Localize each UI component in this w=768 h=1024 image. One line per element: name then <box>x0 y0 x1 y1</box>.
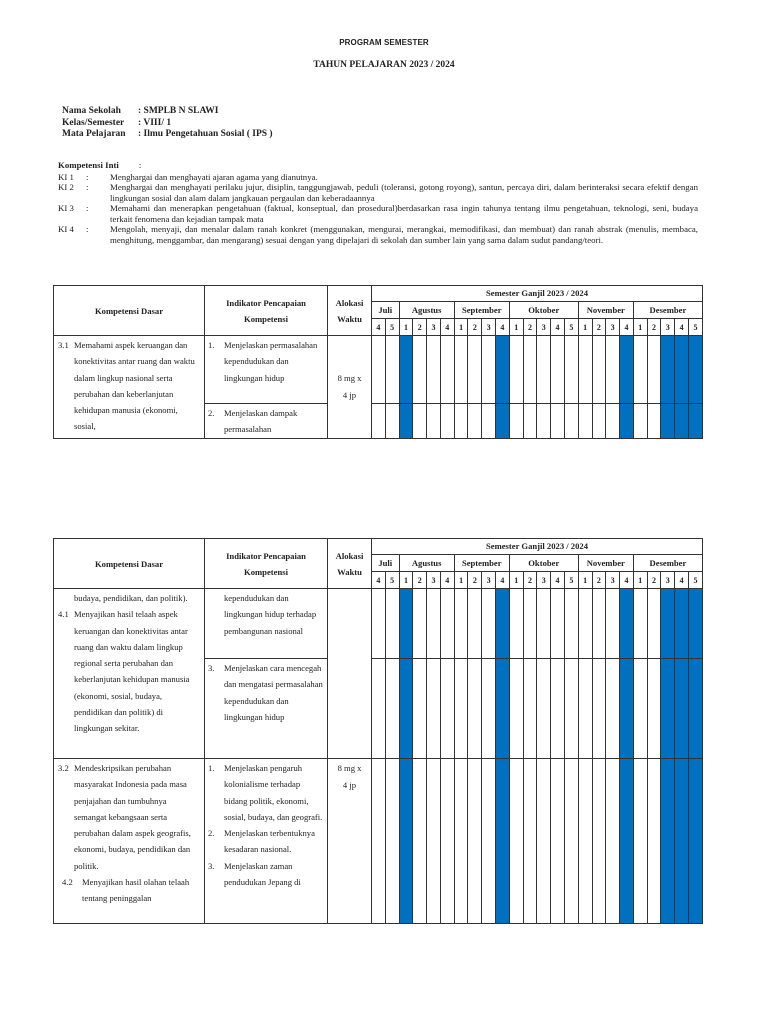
header-alokasi <box>328 286 372 336</box>
kd-continued-text: budaya, pendidikan, dan politik). <box>74 593 188 603</box>
week-header: 3 <box>537 572 551 589</box>
schedule-cell <box>537 404 551 439</box>
schedule-cell <box>413 759 427 924</box>
schedule-cell <box>440 336 454 404</box>
school-value: : SMPLB N SLAWI <box>138 106 219 116</box>
schedule-cell-active <box>399 659 413 759</box>
schedule-cell <box>454 336 468 404</box>
ki-text: Menghargai dan menghayati perilaku jujur, disiplin, tanggungjawab, peduli (toleransi, gotong royong), santun, percaya diri, dalam berinteraksi secara efektif dengan lingkungan sosial dan alam dalam jangkauan pergaulan dan keberadaannya <box>110 182 698 203</box>
schedule-cell <box>372 589 386 659</box>
schedule-cell <box>385 336 399 404</box>
table-row <box>54 336 703 404</box>
ki-item <box>58 224 698 245</box>
schedule-cell-active <box>620 336 634 404</box>
kd-number: 3.1 <box>58 340 69 350</box>
schedule-cell <box>468 404 482 439</box>
alokasi-cell <box>328 589 372 759</box>
schedule-cell <box>606 589 620 659</box>
schedule-cell <box>578 589 592 659</box>
schedule-cell-active <box>661 659 675 759</box>
schedule-cell-active <box>661 759 675 924</box>
schedule-cell <box>564 759 578 924</box>
subject-row <box>62 129 273 141</box>
schedule-cell <box>592 404 606 439</box>
schedule-cell <box>633 589 647 659</box>
week-header: 4 <box>620 572 634 589</box>
class-row <box>62 118 273 130</box>
document-title: PROGRAM SEMESTER <box>339 38 429 47</box>
alokasi-cell <box>328 759 372 924</box>
schedule-cell <box>633 336 647 404</box>
schedule-cell <box>468 659 482 759</box>
week-header: 2 <box>413 319 427 336</box>
month-header-september: September <box>454 302 509 319</box>
schedule-cell <box>413 404 427 439</box>
week-header: 1 <box>454 319 468 336</box>
kd-cell <box>54 589 205 759</box>
schedule-cell <box>647 659 661 759</box>
month-header-juli: Juli <box>372 302 400 319</box>
week-header: 5 <box>688 319 702 336</box>
schedule-cell-active <box>675 589 689 659</box>
ki-item <box>58 172 698 183</box>
schedule-cell <box>537 759 551 924</box>
schedule-cell <box>592 759 606 924</box>
schedule-cell <box>606 336 620 404</box>
week-header: 2 <box>647 572 661 589</box>
week-header: 2 <box>413 572 427 589</box>
week-header: 3 <box>606 319 620 336</box>
schedule-cell <box>440 659 454 759</box>
week-header: 3 <box>482 572 496 589</box>
ki-heading-text: Kompetensi Inti <box>58 160 119 170</box>
month-header-agustus: Agustus <box>399 302 454 319</box>
schedule-cell <box>606 759 620 924</box>
schedule-cell <box>427 336 441 404</box>
header-indikator <box>205 539 328 589</box>
schedule-cell-active <box>675 759 689 924</box>
schedule-cell-active <box>688 759 702 924</box>
week-header: 3 <box>537 319 551 336</box>
schedule-cell <box>578 404 592 439</box>
schedule-cell <box>509 336 523 404</box>
week-header: 5 <box>385 572 399 589</box>
schedule-cell <box>440 759 454 924</box>
week-header: 2 <box>523 572 537 589</box>
ipk-continued-text: kependudukan dan lingkungan hidup terhadap pembangunan nasional <box>224 593 317 636</box>
header-indikator-line1: Indikator Pencapaian <box>226 550 306 561</box>
week-header: 1 <box>454 572 468 589</box>
ki-item <box>58 182 698 203</box>
ki-sep: : <box>86 171 89 182</box>
kd-cell <box>54 759 205 924</box>
schedule-cell <box>564 404 578 439</box>
schedule-cell-active <box>688 404 702 439</box>
week-header: 4 <box>496 572 510 589</box>
schedule-cell <box>633 759 647 924</box>
schedule-cell <box>509 659 523 759</box>
week-header: 3 <box>661 572 675 589</box>
schedule-cell <box>578 336 592 404</box>
week-header: 2 <box>647 319 661 336</box>
schedule-cell <box>537 336 551 404</box>
week-header: 1 <box>509 319 523 336</box>
ipk-text: Menjelaskan dampak permasalahan <box>224 408 298 435</box>
header-alokasi <box>328 539 372 589</box>
schedule-cell <box>372 404 386 439</box>
ipk-number: 2. <box>208 828 215 839</box>
week-header: 4 <box>620 319 634 336</box>
week-header: 3 <box>427 319 441 336</box>
week-header: 5 <box>385 319 399 336</box>
kd-number: 4.2 <box>62 877 73 888</box>
header-kompetensi-dasar: Kompetensi Dasar <box>54 539 205 589</box>
week-header: 2 <box>468 572 482 589</box>
schedule-table-1 <box>53 285 703 439</box>
week-header: 4 <box>551 319 565 336</box>
week-header: 2 <box>592 319 606 336</box>
schedule-cell <box>468 759 482 924</box>
schedule-cell <box>551 759 565 924</box>
ki-code: KI 2 <box>58 182 74 192</box>
kd-text: Menyajikan hasil olahan telaah tentang peninggalan <box>82 877 190 904</box>
ki-heading <box>58 160 698 171</box>
schedule-cell <box>647 404 661 439</box>
schedule-table-2 <box>53 538 703 924</box>
schedule-cell-active <box>661 589 675 659</box>
ki-code: KI 1 <box>58 171 74 182</box>
ipk-number: 1. <box>208 763 215 773</box>
ki-item <box>58 203 698 224</box>
month-header-juli: Juli <box>372 555 400 572</box>
schedule-cell <box>427 759 441 924</box>
ki-code: KI 4 <box>58 224 74 234</box>
week-header: 2 <box>523 319 537 336</box>
schedule-cell <box>592 659 606 759</box>
week-header: 4 <box>372 319 386 336</box>
ipk-text: Menjelaskan cara mencegah dan mengatasi permasalahan kependudukan dan lingkungan hidup <box>224 663 323 722</box>
schedule-cell <box>523 589 537 659</box>
school-row <box>62 106 273 118</box>
ipk-cell <box>205 759 328 924</box>
schedule-cell-active <box>675 659 689 759</box>
week-header: 3 <box>482 319 496 336</box>
schedule-cell <box>385 659 399 759</box>
schedule-cell <box>454 759 468 924</box>
week-header: 1 <box>633 319 647 336</box>
week-header: 4 <box>675 319 689 336</box>
month-header-desember: Desember <box>633 555 702 572</box>
header-alokasi-line1: Alokasi <box>335 297 364 308</box>
schedule-cell <box>385 589 399 659</box>
alokasi-line2: 4 jp <box>342 780 357 790</box>
week-header: 1 <box>578 572 592 589</box>
schedule-cell <box>372 659 386 759</box>
schedule-cell <box>564 589 578 659</box>
header-indikator-line1: Indikator Pencapaian <box>226 297 306 308</box>
subject-label: Mata Pelajaran <box>62 129 126 139</box>
header-semester: Semester Ganjil 2023 / 2024 <box>372 539 703 555</box>
kd-text: Memahami aspek keruangan dan konektivitas antar ruang dan waktu dalam lingkup nasional serta perubahan dan keberlanjutan kehidupan manusia (ekonomi, sosial, <box>74 340 195 432</box>
schedule-cell <box>427 404 441 439</box>
alokasi-line1: 8 mg x <box>337 763 362 773</box>
header-semester: Semester Ganjil 2023 / 2024 <box>372 286 703 302</box>
schedule-cell-active <box>620 759 634 924</box>
week-header: 1 <box>633 572 647 589</box>
schedule-cell <box>372 336 386 404</box>
month-header-agustus: Agustus <box>399 555 454 572</box>
schedule-cell <box>537 659 551 759</box>
week-header: 3 <box>661 319 675 336</box>
schedule-cell <box>413 659 427 759</box>
schedule-cell-active <box>661 404 675 439</box>
week-header: 2 <box>468 319 482 336</box>
schedule-cell <box>537 589 551 659</box>
schedule-cell <box>372 759 386 924</box>
ipk-cell <box>205 589 328 659</box>
kd-cell <box>54 336 205 439</box>
schedule-cell-active <box>399 589 413 659</box>
schedule-cell <box>647 336 661 404</box>
kd-number: 3.2 <box>58 763 69 773</box>
schedule-cell-active <box>496 759 510 924</box>
schedule-cell <box>509 759 523 924</box>
school-label: Nama Sekolah <box>62 106 121 116</box>
schedule-cell <box>468 589 482 659</box>
schedule-cell-active <box>688 336 702 404</box>
schedule-cell-active <box>496 336 510 404</box>
ki-code: KI 3 <box>58 203 74 213</box>
ki-sep: : <box>86 224 89 234</box>
header-indikator <box>205 286 328 336</box>
ki-sep: : <box>86 203 89 213</box>
ki-text: Memahami dan menerapkan pengetahuan (faktual, konseptual, dan prosedural)berdasarkan rasa ingin tahunya tentang ilmu pengetahuan, teknologi, seni, budaya terkait fenomena dan kejadian tampak mata <box>110 203 698 224</box>
ipk-text: Menjelaskan terbentuknya kesadaran nasional. <box>224 828 315 855</box>
month-header-oktober: Oktober <box>509 555 578 572</box>
class-label: Kelas/Semester <box>62 117 125 128</box>
schedule-cell <box>551 589 565 659</box>
week-header: 1 <box>399 572 413 589</box>
alokasi-cell <box>328 336 372 439</box>
kd-number: 4.1 <box>58 609 69 620</box>
week-header: 1 <box>399 319 413 336</box>
ipk-cell <box>205 659 328 759</box>
schedule-cell <box>482 589 496 659</box>
header-indikator-line2: Kompetensi <box>244 566 288 577</box>
week-header: 5 <box>564 319 578 336</box>
schedule-cell <box>385 404 399 439</box>
month-header-september: September <box>454 555 509 572</box>
schedule-cell <box>523 404 537 439</box>
week-header: 5 <box>688 572 702 589</box>
ipk-text: Menjelaskan zaman pendudukan Jepang di <box>224 860 301 888</box>
schedule-cell <box>413 336 427 404</box>
schedule-cell <box>592 589 606 659</box>
ki-heading-colon: : <box>138 160 142 170</box>
header-kompetensi-dasar: Kompetensi Dasar <box>54 286 205 336</box>
schedule-cell <box>454 659 468 759</box>
month-header-november: November <box>578 302 633 319</box>
header-alokasi-line2: Waktu <box>337 566 362 577</box>
schedule-cell-active <box>620 589 634 659</box>
alokasi-line2: 4 jp <box>342 389 357 400</box>
ipk-number: 3. <box>208 663 215 673</box>
schedule-cell-active <box>620 659 634 759</box>
schedule-cell-active <box>675 404 689 439</box>
schedule-cell <box>523 759 537 924</box>
month-header-oktober: Oktober <box>509 302 578 319</box>
schedule-cell <box>647 759 661 924</box>
schedule-cell <box>440 404 454 439</box>
schedule-cell <box>606 404 620 439</box>
week-header: 4 <box>440 319 454 336</box>
week-header: 2 <box>592 572 606 589</box>
schedule-cell <box>509 589 523 659</box>
schedule-cell <box>482 659 496 759</box>
kd-text: Mendeskripsikan perubahan masyarakat Indonesia pada masa penjajahan dan tumbuhnya semangat kebangsaan serta perubahan dalam aspek geografis, ekonomi, budaya, pendidikan dan politik. <box>74 763 191 871</box>
schedule-cell <box>633 404 647 439</box>
week-header: 1 <box>509 572 523 589</box>
ipk-text: Menjelaskan pengaruh kolonialisme terhadap bidang politik, ekonomi, sosial, budaya, dan geografi. <box>224 763 323 822</box>
schedule-cell <box>578 759 592 924</box>
schedule-cell <box>578 659 592 759</box>
schedule-cell-active <box>661 336 675 404</box>
month-header-desember: Desember <box>633 302 702 319</box>
week-header: 4 <box>496 319 510 336</box>
schedule-cell <box>551 659 565 759</box>
schedule-cell <box>413 589 427 659</box>
ipk-cell <box>205 336 328 404</box>
kompetensi-inti <box>58 160 698 245</box>
schedule-cell <box>385 759 399 924</box>
ipk-cell <box>205 404 328 439</box>
header-indikator-line2: Kompetensi <box>244 313 288 324</box>
schedule-cell <box>482 336 496 404</box>
ki-sep: : <box>86 182 89 192</box>
schedule-cell <box>454 404 468 439</box>
schedule-cell <box>454 589 468 659</box>
schedule-cell <box>440 589 454 659</box>
class-value: : VIII/ 1 <box>138 117 172 128</box>
ipk-number: 2. <box>208 408 215 418</box>
schedule-cell <box>482 404 496 439</box>
schedule-cell <box>633 659 647 759</box>
schedule-cell <box>523 336 537 404</box>
week-header: 4 <box>675 572 689 589</box>
schedule-cell-active <box>620 404 634 439</box>
schedule-cell <box>564 659 578 759</box>
week-header: 3 <box>427 572 441 589</box>
schedule-cell-active <box>688 589 702 659</box>
week-header: 4 <box>372 572 386 589</box>
schedule-cell <box>551 336 565 404</box>
academic-year-title: TAHUN PELAJARAN 2023 / 2024 <box>313 60 455 70</box>
schedule-cell-active <box>399 336 413 404</box>
ipk-text: Menjelaskan permasalahan kependudukan dan lingkungan hidup <box>224 340 318 383</box>
schedule-cell-active <box>399 404 413 439</box>
schedule-cell <box>551 404 565 439</box>
schedule-cell <box>482 759 496 924</box>
schedule-cell <box>523 659 537 759</box>
month-header-november: November <box>578 555 633 572</box>
school-info <box>62 106 273 141</box>
week-header: 1 <box>578 319 592 336</box>
header-alokasi-line1: Alokasi <box>335 550 364 561</box>
ipk-number: 3. <box>208 860 215 871</box>
schedule-cell <box>427 659 441 759</box>
schedule-cell <box>592 336 606 404</box>
table-row <box>54 589 703 659</box>
week-header: 3 <box>606 572 620 589</box>
schedule-cell <box>564 336 578 404</box>
schedule-cell <box>468 336 482 404</box>
kd-text: Menyajikan hasil telaah aspek keruangan dan konektivitas antar ruang dan waktu dalam lingkup regional serta perubahan dan keberlanjutan kehidupan manusia (ekonomi, sosial, budaya, pendidikan dan politik) di lingkungan sekitar. <box>74 609 190 734</box>
schedule-cell <box>509 404 523 439</box>
schedule-cell <box>427 589 441 659</box>
schedule-cell <box>647 589 661 659</box>
week-header: 4 <box>440 572 454 589</box>
table-row <box>54 759 703 924</box>
week-header: 5 <box>564 572 578 589</box>
ki-text: Mengolah, menyaji, dan menalar dalam ranah konkret (menggunakan, mengurai, merangkai, memodifikasi, dan membuat) dan ranah abstrak (menulis, membaca, menghitung, menggambar, dan mengarang) sesuai dengan yang dipelajari di sekolah dan sumber lain yang sama dalam sudut pandang/teori. <box>110 224 698 245</box>
ipk-number: 1. <box>208 340 215 350</box>
ki-text: Menghargai dan menghayati ajaran agama yang dianutnya. <box>110 171 318 182</box>
schedule-cell-active <box>688 659 702 759</box>
schedule-cell-active <box>496 404 510 439</box>
schedule-cell-active <box>399 759 413 924</box>
subject-value: : Ilmu Pengetahuan Sosial ( IPS ) <box>138 129 273 139</box>
alokasi-line1: 8 mg x <box>337 372 362 383</box>
week-header: 4 <box>551 572 565 589</box>
schedule-cell-active <box>675 336 689 404</box>
header-alokasi-line2: Waktu <box>337 313 362 324</box>
schedule-cell-active <box>496 659 510 759</box>
schedule-cell-active <box>496 589 510 659</box>
schedule-cell <box>606 659 620 759</box>
